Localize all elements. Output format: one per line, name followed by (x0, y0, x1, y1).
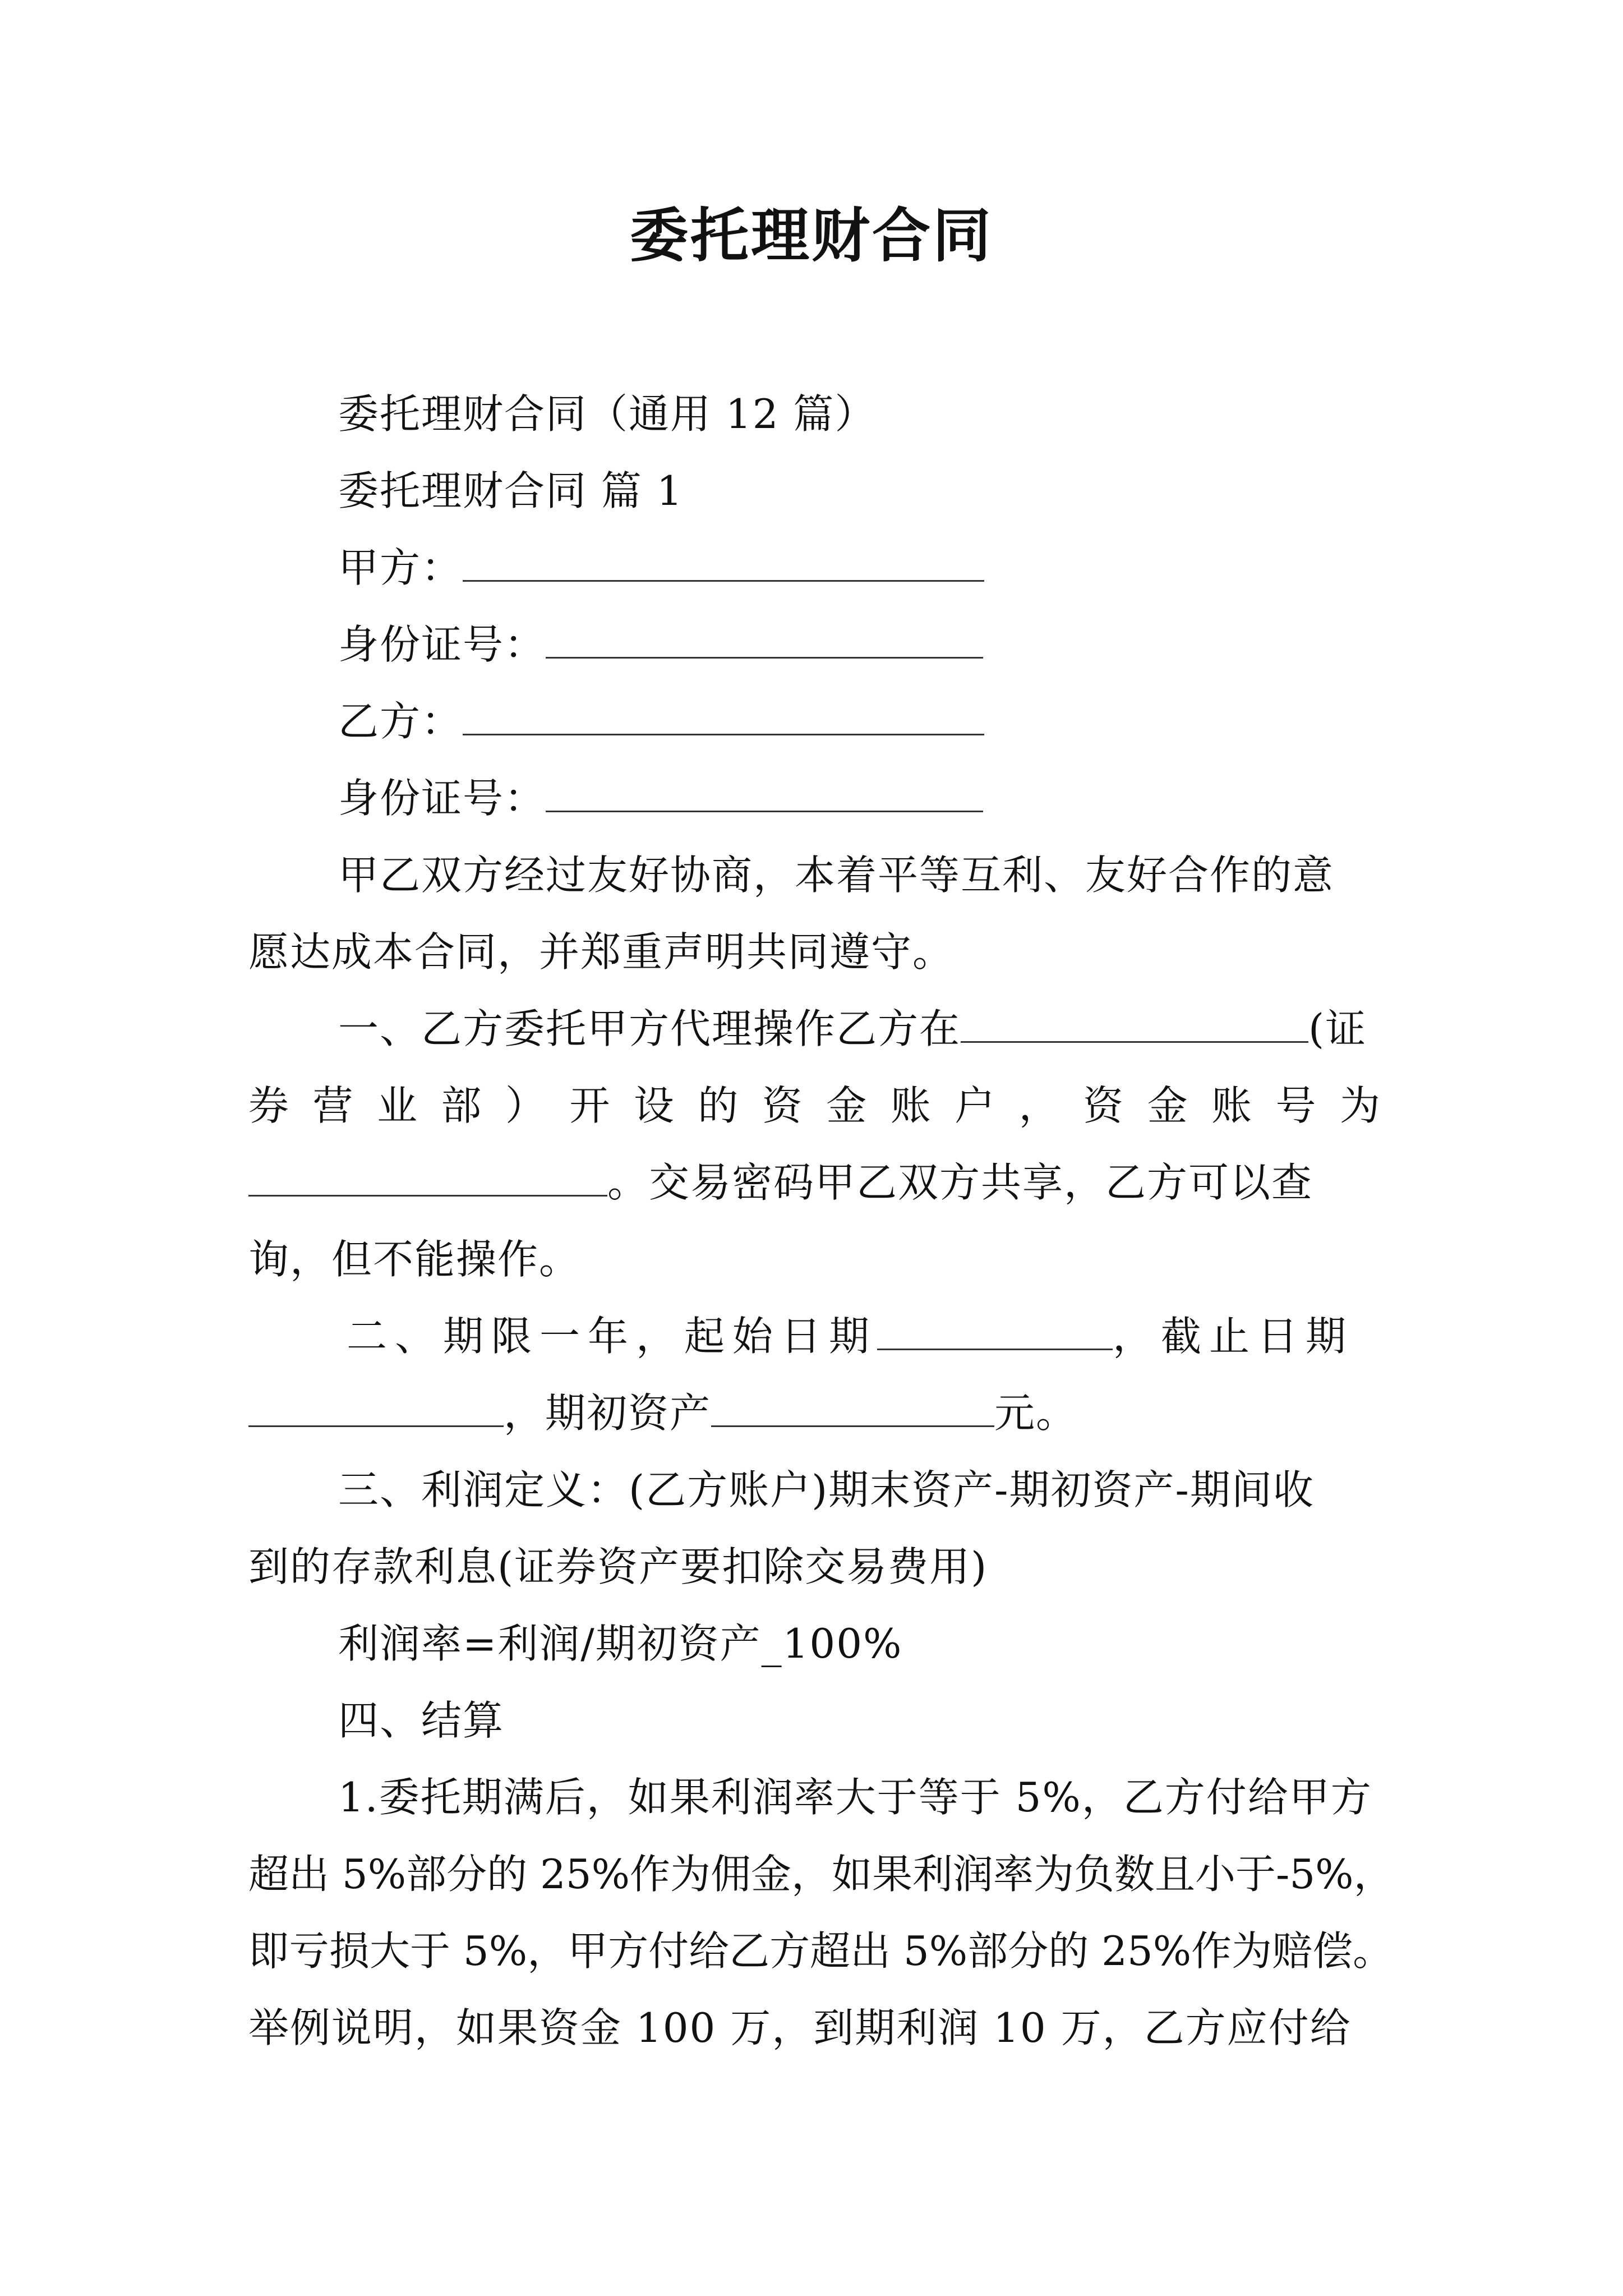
clause-1-line-3 (248, 1144, 1381, 1221)
clause-1-line-2-char: 的 (698, 1082, 740, 1129)
clause-2-line-2 (248, 1375, 1381, 1452)
clause-1-line-2-char: ， (1018, 1082, 1061, 1129)
clause-1-line-2-char: 业 (376, 1082, 418, 1129)
party-b-id-blank (546, 767, 983, 812)
settlement-line-2: 超出 5%部分的 25%作为佣金，如果利润率为负数且小于-5%， (248, 1851, 1394, 1898)
clause-3-line-2: 到的存款利息(证券资产要扣除交易费用) (248, 1543, 988, 1590)
subtitle: 委托理财合同（通用 12 篇） (338, 390, 877, 438)
clause-1-line-4: 询，但不能操作。 (248, 1236, 581, 1283)
securities-branch-blank (961, 997, 1308, 1043)
clause-2-text-d: 元。 (994, 1389, 1078, 1437)
party-a-label: 甲方： (338, 544, 463, 591)
clause-1-line-2 (248, 1068, 1381, 1144)
clause-1-line-2-char: 账 (890, 1082, 932, 1129)
settlement-line-1: 1.委托期满后，如果利润率大于等于 5%，乙方付给甲方 (338, 1774, 1372, 1821)
clause-1-line-2-char: 部 (441, 1082, 483, 1129)
clause-1-line-2-char: 资 (762, 1082, 804, 1129)
party-a-id-blank (546, 613, 983, 659)
clause-1-line-2-char: 设 (633, 1082, 675, 1129)
party-b-id-label: 身份证号： (338, 775, 546, 822)
clause-1-line-2-char: 金 (1147, 1082, 1189, 1129)
party-b-blank (463, 690, 984, 735)
clause-2-line-1 (248, 1298, 1381, 1375)
start-date-blank (877, 1305, 1113, 1350)
clause-3-line-1: 三、利润定义：(乙方账户)期末资产-期初资产-期间收 (338, 1466, 1315, 1513)
clause-1-line-1 (248, 991, 1381, 1068)
clause-2-text-c: ，期初资产 (504, 1389, 712, 1437)
party-a-id-line (248, 606, 1381, 683)
intro-line-1: 甲乙双方经过友好协商，本着平等互利、友好合作的意 (338, 852, 1335, 899)
clause-1-line-2-char: 营 (312, 1082, 354, 1129)
party-a-id-label: 身份证号： (338, 621, 546, 668)
document-body (248, 376, 1394, 2067)
party-b-id-line (248, 760, 1381, 837)
party-a-blank (463, 536, 984, 582)
clause-1-text-b: (证 (1308, 1005, 1367, 1052)
clause-1-line-2-char: 金 (826, 1082, 868, 1129)
clause-1-line-2-char: 为 (1339, 1082, 1381, 1129)
initial-assets-blank (711, 1382, 994, 1427)
section-heading: 委托理财合同 篇 1 (338, 467, 684, 514)
clause-1-line-2-char: 户 (955, 1082, 997, 1129)
clause-1-line-2-char: 开 (569, 1082, 611, 1129)
party-b-line (248, 683, 1381, 760)
clause-1-text-a: 一、乙方委托甲方代理操作乙方在 (338, 1005, 961, 1052)
party-b-label: 乙方： (338, 698, 463, 745)
profit-rate-formula: 利润率=利润/期初资产_100% (338, 1620, 903, 1667)
clause-4-heading: 四、结算 (338, 1697, 505, 1744)
clause-2-text-b: ，截止日期 (1113, 1313, 1354, 1360)
clause-1-line-2-char: 券 (248, 1082, 291, 1129)
document-title: 委托理财合同 (629, 201, 993, 270)
clause-1-text-c: 。交易密码甲乙双方共享，乙方可以查 (607, 1159, 1313, 1206)
account-number-blank (248, 1151, 607, 1197)
clause-2-text-a: 二、期限一年，起始日期 (347, 1313, 878, 1360)
clause-1-line-2-char: 账 (1211, 1082, 1253, 1129)
intro-line-2: 愿达成本合同，并郑重声明共同遵守。 (248, 928, 955, 976)
clause-1-line-2-char: ） (505, 1082, 547, 1129)
settlement-line-3: 即亏损大于 5%，甲方付给乙方超出 5%部分的 25%作为赔偿。 (248, 1927, 1394, 1975)
clause-1-line-2-char: 号 (1275, 1082, 1317, 1129)
end-date-blank (248, 1382, 504, 1427)
clause-1-line-2-char: 资 (1083, 1082, 1125, 1129)
party-a-line (248, 530, 1381, 606)
settlement-line-4: 举例说明，如果资金 100 万，到期利润 10 万，乙方应付给 (248, 2004, 1352, 2051)
